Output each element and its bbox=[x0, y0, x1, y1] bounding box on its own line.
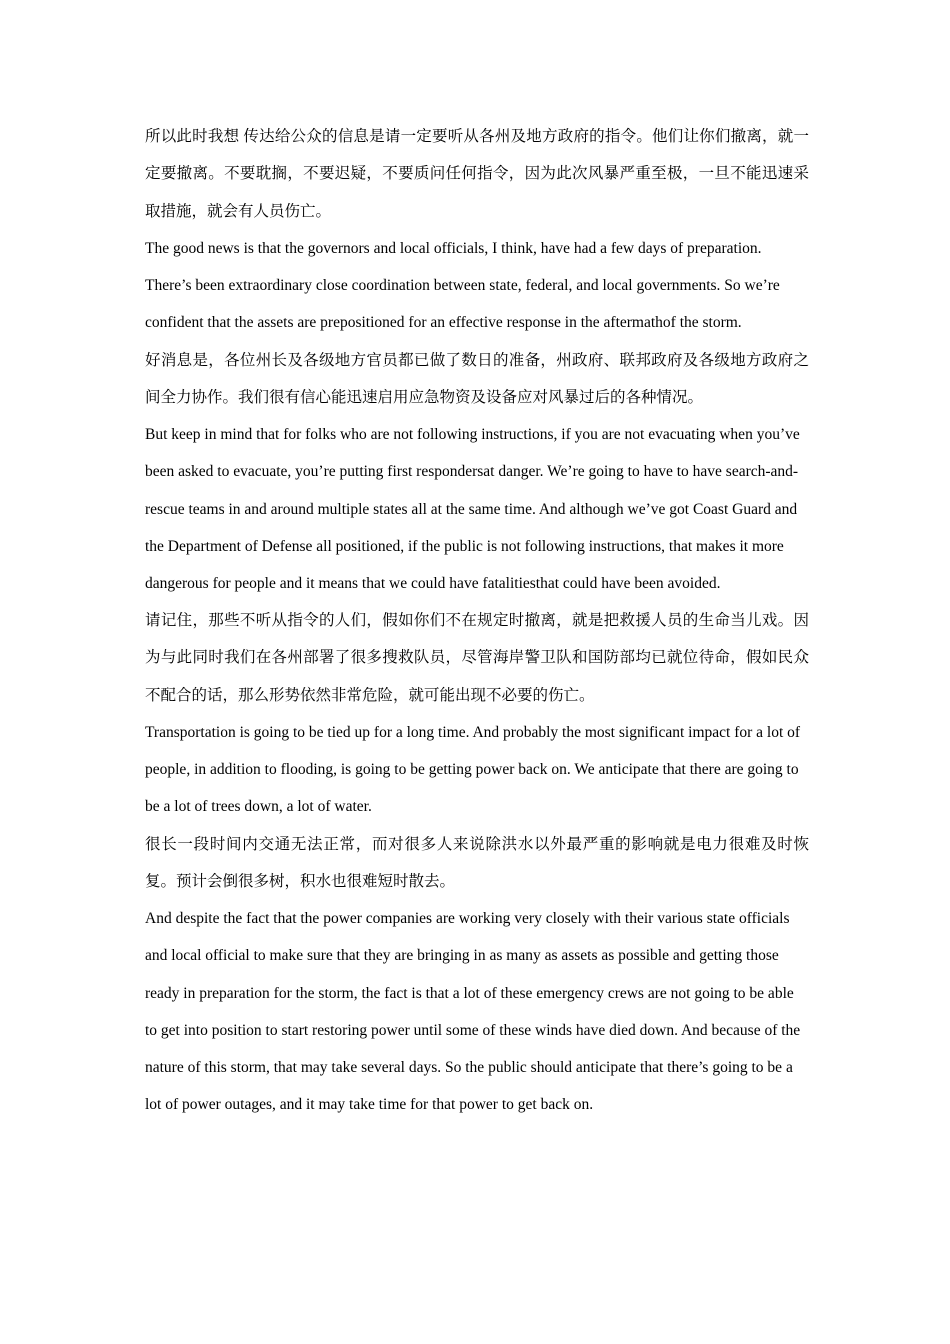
paragraph-en-1: The good news is that the governors and local officials, I think, have had a few days of preparation. There’s been extraordinary close coordination between state, federal, and local governments. So we’re confident that the assets are prepositioned for an effective response in the aftermathof the storm. bbox=[145, 239, 780, 332]
paragraph-en-2: But keep in mind that for folks who are not following instructions, if you are not evacuating when you’ve been asked to evacuate, you’re putting first respondersat danger. We’re going to have to have search-and-rescue teams in and around multiple states all at the same time. And although we’ve got Coast Guard and the Department of Defense all positioned, if the public is not following instructions, that makes it more dangerous for people and it means that we could have fatalitiesthat could have been avoided. bbox=[145, 426, 800, 592]
paragraph-en-4: And despite the fact that the power companies are working very closely with their various state officials and local official to make sure that they are bringing in as many as assets as possible and getting those ready in preparation for the storm, the fact is that a lot of these emergency crews are not going to be able to get into position to start restoring power until some of these winds have died down. And because of the nature of this storm, that may take several days. So the public should anticipate that there’s going to be a lot of power outages, and it may take time for that power to get back on. bbox=[145, 910, 801, 1114]
paragraph-zh-2: 好消息是，各位州长及各级地方官员都已做了数日的准备，州政府、联邦政府及各级地方政府之间全力协作。我们很有信心能迅速启用应急物资及设备应对风暴过后的各种情况。 bbox=[145, 351, 809, 406]
paragraph-zh-1: 所以此时我想 传达给公众的信息是请一定要听从各州及地方政府的指令。他们让你们撤离，就一定要撤离。不要耽搁，不要迟疑，不要质问任何指令，因为此次风暴严重至极，一旦不能迅速采取措施，就会有人员伤亡。 bbox=[145, 128, 809, 220]
paragraph-en-3: Transportation is going to be tied up for a long time. And probably the most significant impact for a lot of people, in addition to flooding, is going to be getting power back on. We anticipate that there are going to be a lot of trees down, a lot of water. bbox=[145, 724, 801, 816]
document-page bbox=[145, 118, 809, 1123]
paragraph-zh-4: 很长一段时间内交通无法正常，而对很多人来说除洪水以外最严重的影响就是电力很难及时恢复。预计会倒很多树，积水也很难短时散去。 bbox=[145, 835, 809, 890]
paragraph-zh-3: 请记住，那些不听从指令的人们，假如你们不在规定时撤离，就是把救援人员的生命当儿戏。因为与此同时我们在各州部署了很多搜救队员，尽管海岸警卫队和国防部均已就位待命，假如民众不配合的话，那么形势依然非常危险，就可能出现不必要的伤亡。 bbox=[145, 612, 809, 704]
